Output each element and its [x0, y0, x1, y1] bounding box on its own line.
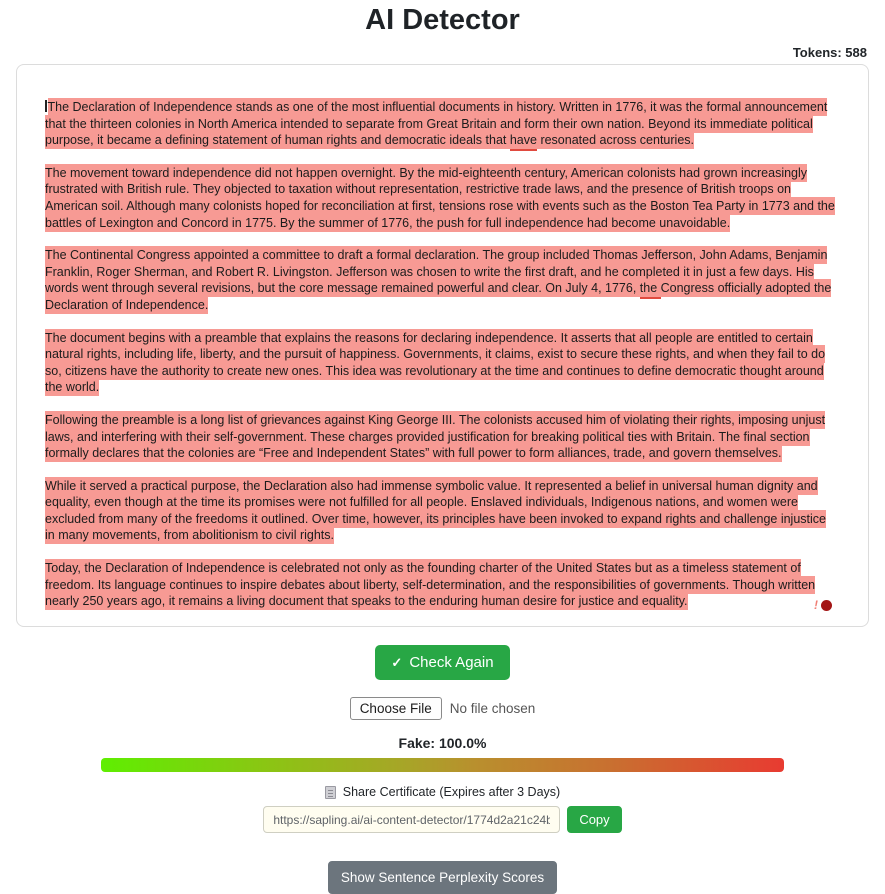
text-segment: The movement toward independence did not happen overnight. By the mid-eighteenth century, American colonists had grown increasingly frustrated with British rule. They objected to taxation without representation, restrictive trade laws, and the presence of British troops on American soil. Although many colonists: [45, 165, 808, 213]
fake-score-label: Fake: 100.0%: [398, 735, 487, 751]
check-again-label: Check Again: [409, 654, 494, 671]
share-url-input[interactable]: [263, 806, 560, 833]
fake-score-gradient-bar: [101, 758, 784, 772]
text-segment-flagged[interactable]: have: [510, 131, 537, 151]
paragraph: [45, 99, 836, 149]
text-segment: , tensions rose with events such as the Boston Tea Party in 1773 and the battles of Lexington and Concord in 1775. By the summer of 1776, the push for full independence had become unavoidable.: [45, 198, 835, 230]
text-segment: Following the preamble is a long list of grievances against King George III. The colonists accused him of violating their rights, imposing unjust laws, and interfering with their self-government. These charges provided justification for breaking political ties with Britain. The final section formally declares that the colonies are “Free and Independent States” with full power to form alliances, trade, and govern themselves.: [45, 412, 826, 461]
choose-file-button[interactable]: Choose File: [350, 697, 442, 720]
tokens-count-label: Tokens: 588: [792, 45, 867, 60]
grammar-error-badge[interactable]: [814, 598, 832, 612]
paragraph: [45, 412, 836, 462]
share-url-row: [0, 806, 885, 833]
error-count-dot-icon: [821, 600, 832, 611]
paragraph: [45, 478, 836, 544]
paragraph: [45, 560, 836, 610]
paragraph: [45, 330, 836, 396]
copy-button[interactable]: Copy: [567, 806, 621, 833]
paragraph: [45, 165, 836, 231]
text-segment: The Continental Congress appointed a committee to draft a formal declaration. The group included Thomas Jefferson, John Adams, Benjamin Franklin, Roger Sherman, and Robert R. Livingston. Jefferson was chosen to write the first draft, and he completed it in just a few days. His words went through several revisions, but the core message remained powerful and clear. On July 4, 1776,: [45, 248, 828, 296]
text-segment-flagged[interactable]: hoped for: [265, 197, 318, 217]
document-editor[interactable]: [16, 64, 869, 627]
text-segment: resonated across centuries.: [536, 133, 694, 148]
text-segment-flagged[interactable]: reconciliation at first: [322, 197, 432, 217]
show-perplexity-scores-button[interactable]: Show Sentence Perplexity Scores: [328, 861, 557, 894]
paragraph: [45, 247, 836, 313]
exclamation-icon: !: [814, 598, 818, 612]
text-segment: The Declaration of Independence stands as one of the most influential documents in history. Written in 1776, it was the formal announcement that the thirteen colonies in North America intended to separate from Great Britain and form their own nation. Beyond its immediate political purpose, it became a defining statement of human rights and democratic ideals that: [45, 100, 828, 148]
page-title: AI Detector: [365, 4, 520, 36]
text-segment: While it served a practical purpose, the Declaration also had immense symbolic value. It represented a belief in universal human dignity and equality, even though at the time its promises were not fulfilled for all people. Enslaved individuals, Indigenous nations, and women were excluded from many of the freedoms it outlined. Over time, however, its principles have been invoked to expand rights and challenge injustice in many movements, from abolitionism to civil rights.: [45, 478, 826, 543]
text-segment: Congress officially adopted the Declaration of Independence.: [45, 281, 832, 312]
check-icon: ✓: [391, 654, 403, 670]
text-segment: The document begins with a preamble that explains the reasons for declaring independence. It asserts that all people are entitled to certain natural rights, including life, liberty, and the pursuit of happiness. Governments, it claims, exist to secure these rights, and when they fail to do so, citizens have the authority to create new ones. This idea was revolutionary at the time and continues to define democratic thought around the world.: [45, 330, 826, 395]
share-certificate-row: [0, 785, 885, 799]
text-segment-flagged[interactable]: the: [640, 279, 661, 299]
certificate-icon: [325, 786, 336, 799]
share-certificate-label: Share Certificate (Expires after 3 Days): [342, 785, 561, 799]
check-again-button[interactable]: [375, 645, 509, 680]
text-segment: Today, the Declaration of Independence is celebrated not only as the founding charter of the United States but as a timeless statement of freedom. Its language continues to inspire debates about liberty, self-determination, and the responsibilities of governments. Though written nearly 250 years ago, it remains a living document that speaks to the enduring human desire for justice and equality.: [45, 561, 816, 609]
file-chosen-status: No file chosen: [449, 701, 536, 716]
file-upload-control: [0, 697, 885, 720]
text-cursor-caret: [45, 100, 47, 112]
